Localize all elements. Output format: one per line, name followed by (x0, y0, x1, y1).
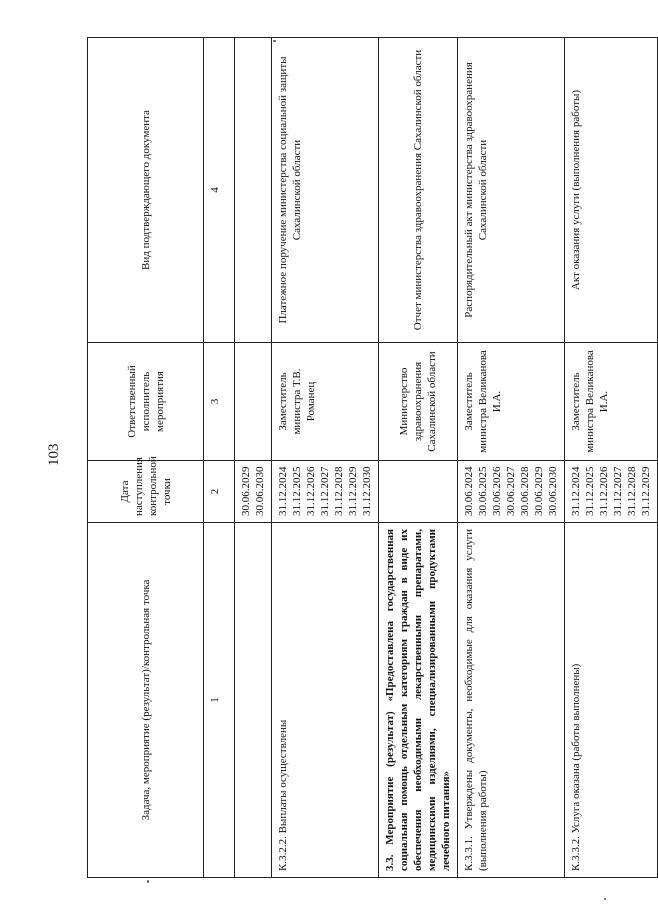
dates-cell (458, 461, 565, 523)
task-cell: К.3.3.2. Услуга оказана (работы выполнены) (565, 523, 658, 878)
rotated-table-container (87, 38, 652, 878)
task-cell (235, 523, 272, 878)
date-value: 30.06.2024 (463, 466, 475, 516)
date-value: 30.06.2030 (547, 466, 559, 516)
column-number: 2 (204, 461, 235, 523)
header-task: Задача, мероприятие (результат)/контрольная точка (88, 523, 204, 878)
doc-cell (235, 38, 272, 343)
dates-cell (565, 461, 658, 523)
dates-cell (272, 461, 379, 523)
header-doc-type: Вид подтверждающего документа (88, 38, 204, 343)
date-value: 31.12.2024 (570, 466, 582, 516)
task-cell: К.3.2.2. Выплаты осуществлены (272, 523, 379, 878)
dates-cell (235, 461, 272, 523)
column-number: 4 (204, 38, 235, 343)
column-number: 1 (204, 523, 235, 878)
activity-cell: 3.3. Мероприятие (результат) «Предоставлена государственная социальная помощь отдельным категориям граждан в виде их обеспечения необходимыми лекарственными препаратами, медицинскими изделиями, специализированными продуктами лечебного питания» (379, 523, 458, 878)
date-value: 31.12.2026 (598, 466, 610, 516)
date-value: 30.06.2026 (491, 466, 503, 516)
date-value: 31.12.2028 (333, 466, 345, 516)
scan-speck (604, 898, 606, 900)
date-value: 31.12.2029 (347, 466, 359, 516)
doc-cell: Акт оказания услуги (выполнения работы) (565, 38, 658, 343)
table-row (379, 38, 458, 878)
date-value: 30.06.2028 (519, 466, 531, 516)
date-value: 31.12.2025 (291, 466, 303, 516)
executor-cell: Министерство здравоохранения Сахалинской области (379, 343, 458, 461)
column-number-row (204, 38, 235, 878)
doc-cell: Платежное поручение министерства социальной защиты Сахалинской области (272, 38, 379, 343)
executor-cell: Заместитель министра Великанова И.А. (458, 343, 565, 461)
executor-cell: Заместитель министра Великанова И.А. (565, 343, 658, 461)
header-date: Дата наступления контрольной точки (88, 461, 204, 523)
date-value: 30.06.2029 (240, 466, 252, 516)
date-value: 31.12.2029 (640, 466, 652, 516)
page-number: 103 (46, 443, 62, 466)
date-value: 31.12.2024 (277, 466, 289, 516)
doc-cell: Отчет министерства здравоохранения Сахалинской области (379, 38, 458, 343)
executor-cell: Заместитель министра Т.В. Романец (272, 343, 379, 461)
date-value: 30.06.2030 (254, 466, 266, 516)
table-row (235, 38, 272, 878)
control-points-table (87, 37, 658, 878)
table-row (565, 38, 658, 878)
header-executor: Ответственный исполнитель мероприятия (88, 343, 204, 461)
date-value: 31.12.2027 (612, 466, 624, 516)
executor-cell (235, 343, 272, 461)
date-value: 31.12.2026 (305, 466, 317, 516)
date-value: 30.06.2025 (477, 466, 489, 516)
table-header-row (88, 38, 204, 878)
date-value: 31.12.2027 (319, 466, 331, 516)
column-number: 3 (204, 343, 235, 461)
date-value: 30.06.2029 (533, 466, 545, 516)
date-value: 30.06.2027 (505, 466, 517, 516)
doc-cell: Распорядительный акт министерства здравоохранения Сахалинской области (458, 38, 565, 343)
date-value: 31.12.2030 (361, 466, 373, 516)
dates-cell (379, 461, 458, 523)
table-row (458, 38, 565, 878)
date-value: 31.12.2025 (584, 466, 596, 516)
task-cell: К.3.3.1. Утверждены документы, необходимые для оказания услуги (выполнения работы) (458, 523, 565, 878)
scan-speck (147, 880, 149, 883)
date-value: 31.12.2028 (626, 466, 638, 516)
table-row (272, 38, 379, 878)
